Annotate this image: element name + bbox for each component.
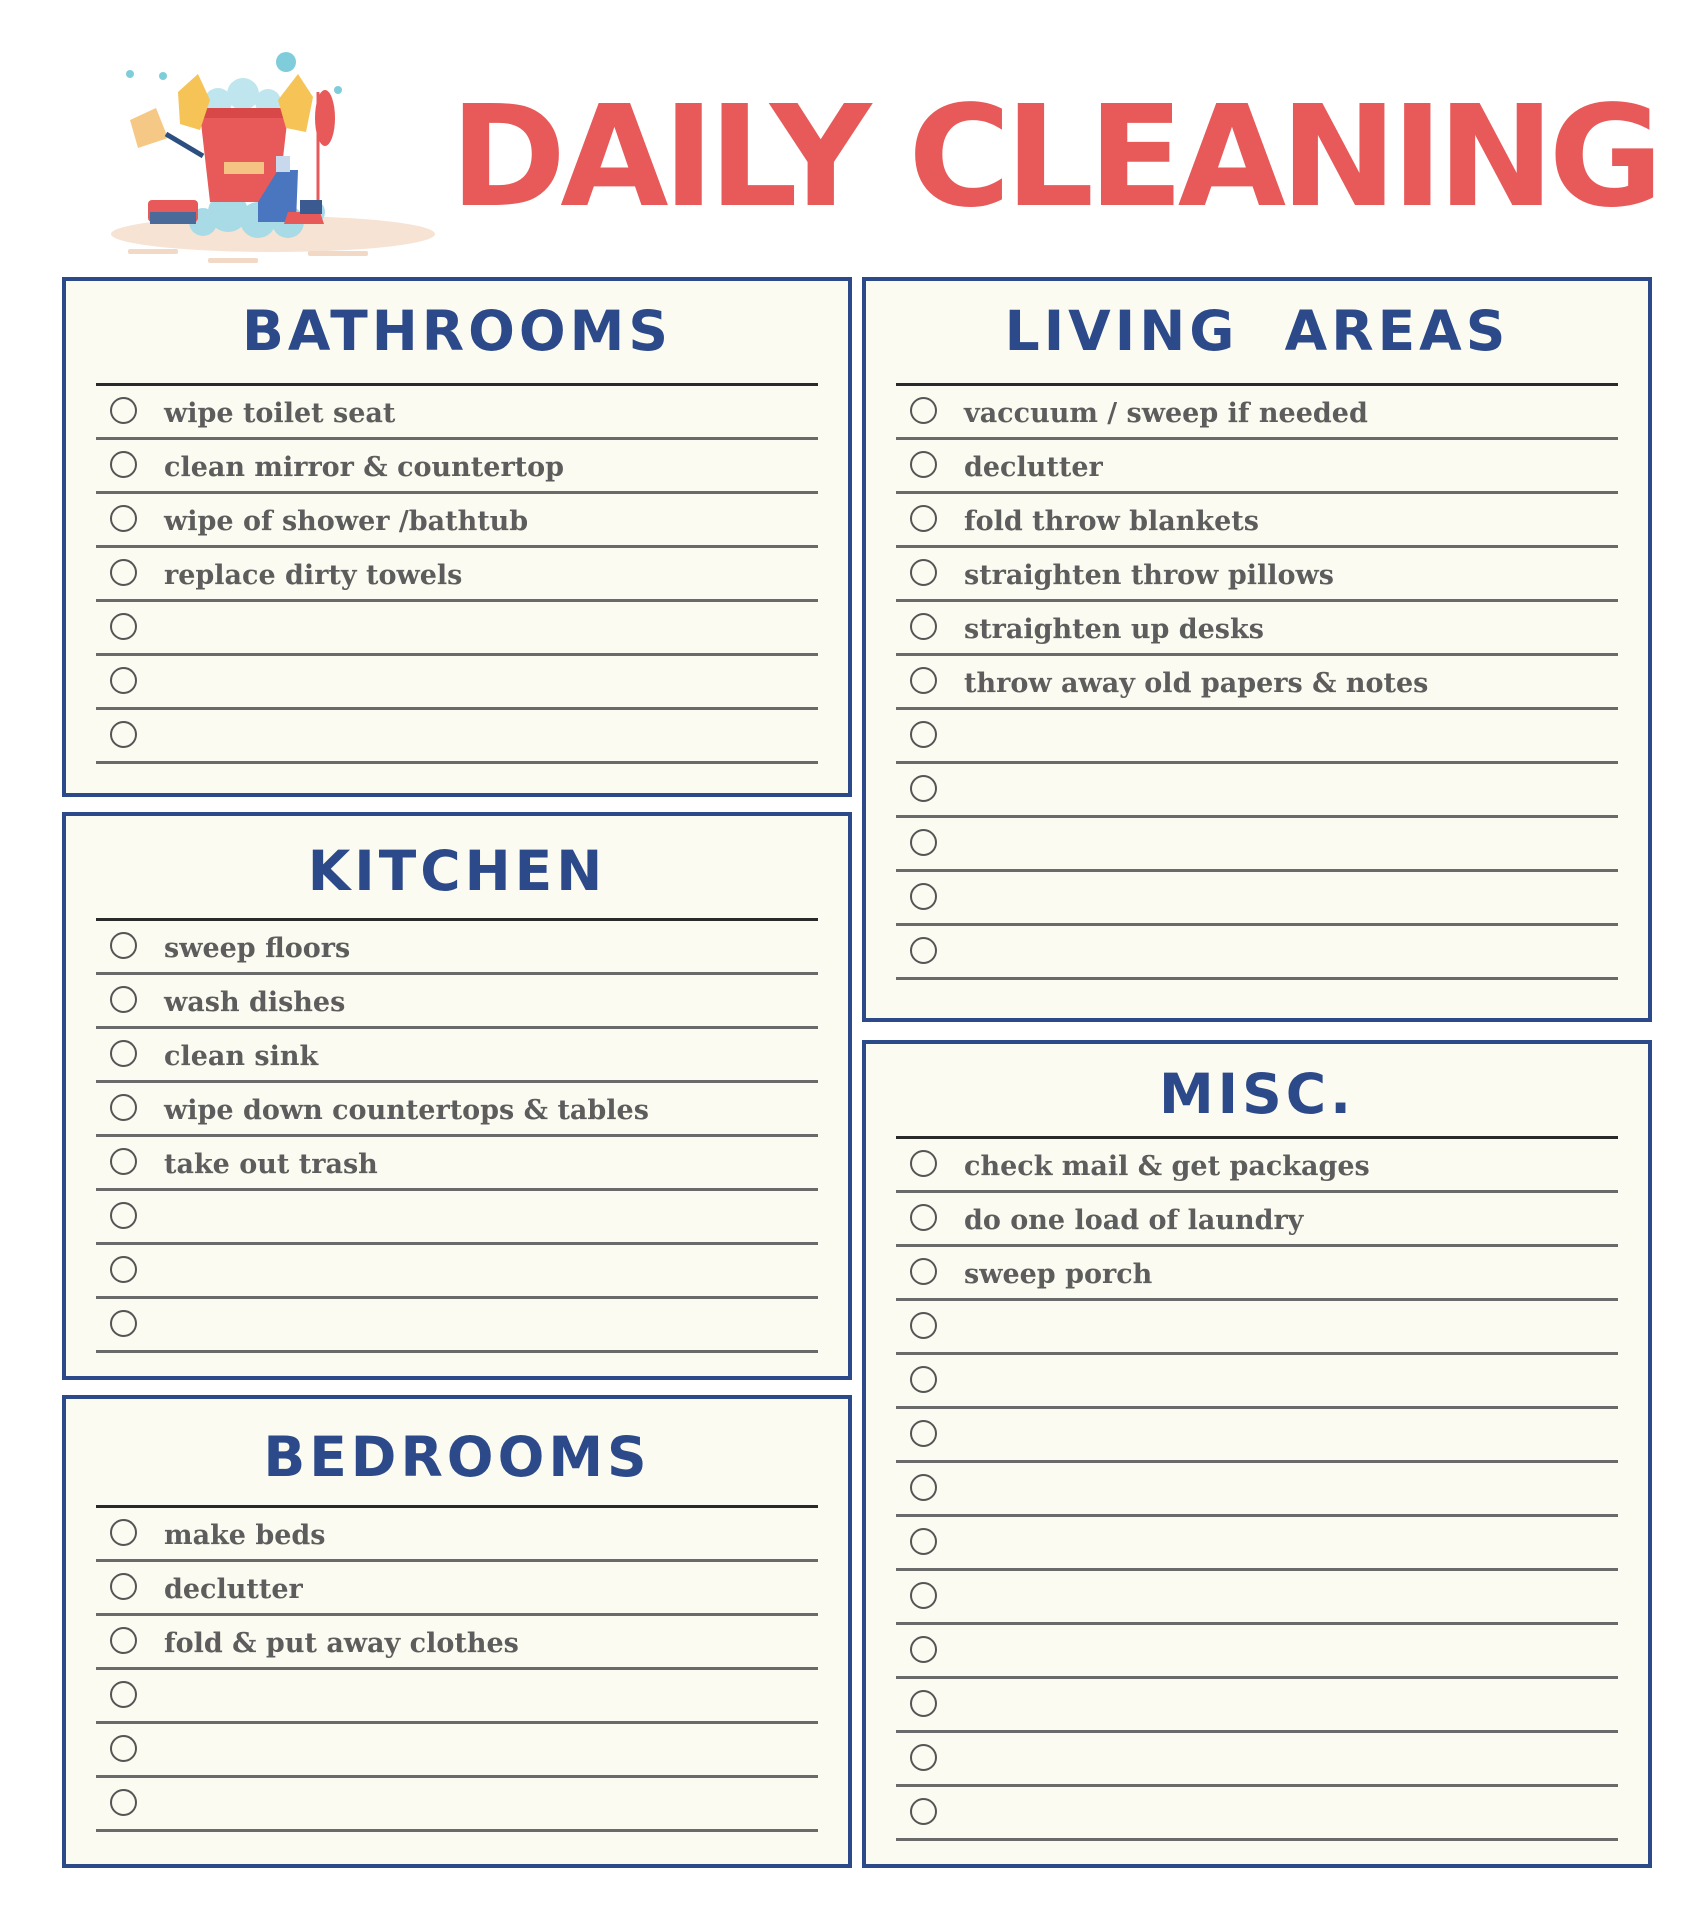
checkbox-circle-icon[interactable] <box>910 775 937 802</box>
checkbox-circle-icon[interactable] <box>910 937 937 964</box>
checklist-item <box>896 872 1618 926</box>
checkbox-circle-icon[interactable] <box>910 1528 937 1555</box>
item-label: wipe down countertops & tables <box>164 1095 649 1126</box>
bathrooms-panel <box>62 277 852 797</box>
checklist-item <box>896 1733 1618 1787</box>
checklist-item <box>896 1787 1618 1841</box>
item-label: fold & put away clothes <box>164 1628 519 1659</box>
checklist-item <box>96 386 818 440</box>
checklist-item <box>896 656 1618 710</box>
checklist-item <box>96 1191 818 1245</box>
section-title: MISC. <box>1158 1062 1356 1126</box>
item-label: declutter <box>164 1574 303 1605</box>
checkbox-circle-icon[interactable] <box>110 1256 137 1283</box>
checklist-item <box>96 1778 818 1832</box>
checklist-item <box>896 548 1618 602</box>
checkbox-circle-icon[interactable] <box>910 505 937 532</box>
checkbox-circle-icon[interactable] <box>110 667 137 694</box>
checkbox-circle-icon[interactable] <box>110 1519 137 1546</box>
checkbox-circle-icon[interactable] <box>910 397 937 424</box>
checkbox-circle-icon[interactable] <box>110 1040 137 1067</box>
checkbox-circle-icon[interactable] <box>910 1312 937 1339</box>
checklist-item <box>896 926 1618 980</box>
checklist-item <box>896 1247 1618 1301</box>
checkbox-circle-icon[interactable] <box>110 1310 137 1337</box>
item-label: straighten up desks <box>964 614 1264 645</box>
misc-panel <box>862 1040 1652 1868</box>
line-divider <box>96 1829 818 1832</box>
header <box>0 0 1706 270</box>
checkbox-circle-icon[interactable] <box>110 1573 137 1600</box>
checklist-item <box>96 1299 818 1353</box>
item-label: do one load of laundry <box>964 1205 1304 1236</box>
checkbox-circle-icon[interactable] <box>110 505 137 532</box>
checklist-item <box>96 1083 818 1137</box>
checkbox-circle-icon[interactable] <box>910 1150 937 1177</box>
checkbox-circle-icon[interactable] <box>110 1789 137 1816</box>
checkbox-circle-icon[interactable] <box>910 883 937 910</box>
bedrooms-panel <box>62 1395 852 1868</box>
section-title: KITCHEN <box>307 839 607 903</box>
checklist-item <box>896 818 1618 872</box>
checklist-item <box>96 1508 818 1562</box>
checkbox-circle-icon[interactable] <box>910 1636 937 1663</box>
checkbox-circle-icon[interactable] <box>110 1094 137 1121</box>
item-label: sweep floors <box>164 933 351 964</box>
checklist-item <box>96 1029 818 1083</box>
checkbox-circle-icon[interactable] <box>110 986 137 1013</box>
page-title: DAILY CLEANING <box>450 76 1658 239</box>
checkbox-circle-icon[interactable] <box>910 1204 937 1231</box>
checkbox-circle-icon[interactable] <box>110 1681 137 1708</box>
checklist-item <box>96 921 818 975</box>
checkbox-circle-icon[interactable] <box>910 1366 937 1393</box>
checkbox-circle-icon[interactable] <box>910 559 937 586</box>
line-divider <box>96 761 818 764</box>
living-areas-panel <box>862 277 1652 1022</box>
checkbox-circle-icon[interactable] <box>910 1420 937 1447</box>
kitchen-panel <box>62 812 852 1380</box>
checkbox-circle-icon[interactable] <box>910 721 937 748</box>
line-divider <box>96 1350 818 1353</box>
checkbox-circle-icon[interactable] <box>910 1474 937 1501</box>
item-label: straighten throw pillows <box>964 560 1334 591</box>
checklist-item <box>896 764 1618 818</box>
checklist-item <box>96 1670 818 1724</box>
checklist-item <box>896 1139 1618 1193</box>
checklist-item <box>896 1571 1618 1625</box>
checkbox-circle-icon[interactable] <box>110 721 137 748</box>
checkbox-circle-icon[interactable] <box>910 1258 937 1285</box>
checkbox-circle-icon[interactable] <box>910 667 937 694</box>
checklist-item <box>896 494 1618 548</box>
checkbox-circle-icon[interactable] <box>110 451 137 478</box>
checklist-item <box>96 975 818 1029</box>
checklist-item <box>96 1616 818 1670</box>
checklist-item <box>896 1517 1618 1571</box>
item-label: clean mirror & countertop <box>164 452 565 483</box>
item-label: sweep porch <box>964 1259 1153 1290</box>
cleaning-supplies-icon <box>108 52 438 272</box>
checklist-item <box>896 602 1618 656</box>
item-label: fold throw blankets <box>964 506 1259 537</box>
checkbox-circle-icon[interactable] <box>910 451 937 478</box>
checklist-item <box>96 494 818 548</box>
checklist-item <box>96 602 818 656</box>
item-label: make beds <box>164 1520 326 1551</box>
checklist-item <box>96 440 818 494</box>
checklist-item <box>96 1245 818 1299</box>
line-divider <box>896 977 1618 980</box>
item-label: declutter <box>964 452 1103 483</box>
section-title: BEDROOMS <box>263 1425 651 1489</box>
checkbox-circle-icon[interactable] <box>110 1202 137 1229</box>
checklist-item <box>896 1625 1618 1679</box>
checklist-item <box>96 1724 818 1778</box>
line-divider <box>896 1838 1618 1841</box>
section-title: BATHROOMS <box>242 299 672 363</box>
checklist-item <box>96 710 818 764</box>
checklist-item <box>896 386 1618 440</box>
checkbox-circle-icon[interactable] <box>110 1735 137 1762</box>
checkbox-circle-icon[interactable] <box>110 1627 137 1654</box>
checklist-item <box>96 1137 818 1191</box>
item-label: vaccuum / sweep if needed <box>964 398 1368 429</box>
item-label: throw away old papers & notes <box>964 668 1429 699</box>
checklist-item <box>896 1463 1618 1517</box>
item-label: replace dirty towels <box>164 560 463 591</box>
checkbox-circle-icon[interactable] <box>110 397 137 424</box>
checklist-item <box>96 1562 818 1616</box>
checklist-item <box>896 710 1618 764</box>
checkbox-circle-icon[interactable] <box>110 932 137 959</box>
checklist-item <box>96 548 818 602</box>
checkbox-circle-icon[interactable] <box>910 1690 937 1717</box>
checkbox-circle-icon[interactable] <box>910 1744 937 1771</box>
checklist-item <box>896 1301 1618 1355</box>
checkbox-circle-icon[interactable] <box>910 613 937 640</box>
item-label: wipe toilet seat <box>164 398 396 429</box>
item-label: clean sink <box>164 1041 319 1072</box>
checklist-item <box>896 1679 1618 1733</box>
checklist-item <box>896 1355 1618 1409</box>
checkbox-circle-icon[interactable] <box>110 1148 137 1175</box>
checklist-item <box>896 440 1618 494</box>
checkbox-circle-icon[interactable] <box>910 829 937 856</box>
checkbox-circle-icon[interactable] <box>110 613 137 640</box>
item-label: wipe of shower /bathtub <box>164 506 529 537</box>
checkbox-circle-icon[interactable] <box>110 559 137 586</box>
item-label: wash dishes <box>164 987 346 1018</box>
section-title: LIVING AREAS <box>1004 299 1510 363</box>
checkbox-circle-icon[interactable] <box>910 1798 937 1825</box>
checklist-item <box>896 1193 1618 1247</box>
checklist-item <box>896 1409 1618 1463</box>
checkbox-circle-icon[interactable] <box>910 1582 937 1609</box>
item-label: take out trash <box>164 1149 378 1180</box>
checklist-item <box>96 656 818 710</box>
item-label: check mail & get packages <box>964 1151 1370 1182</box>
